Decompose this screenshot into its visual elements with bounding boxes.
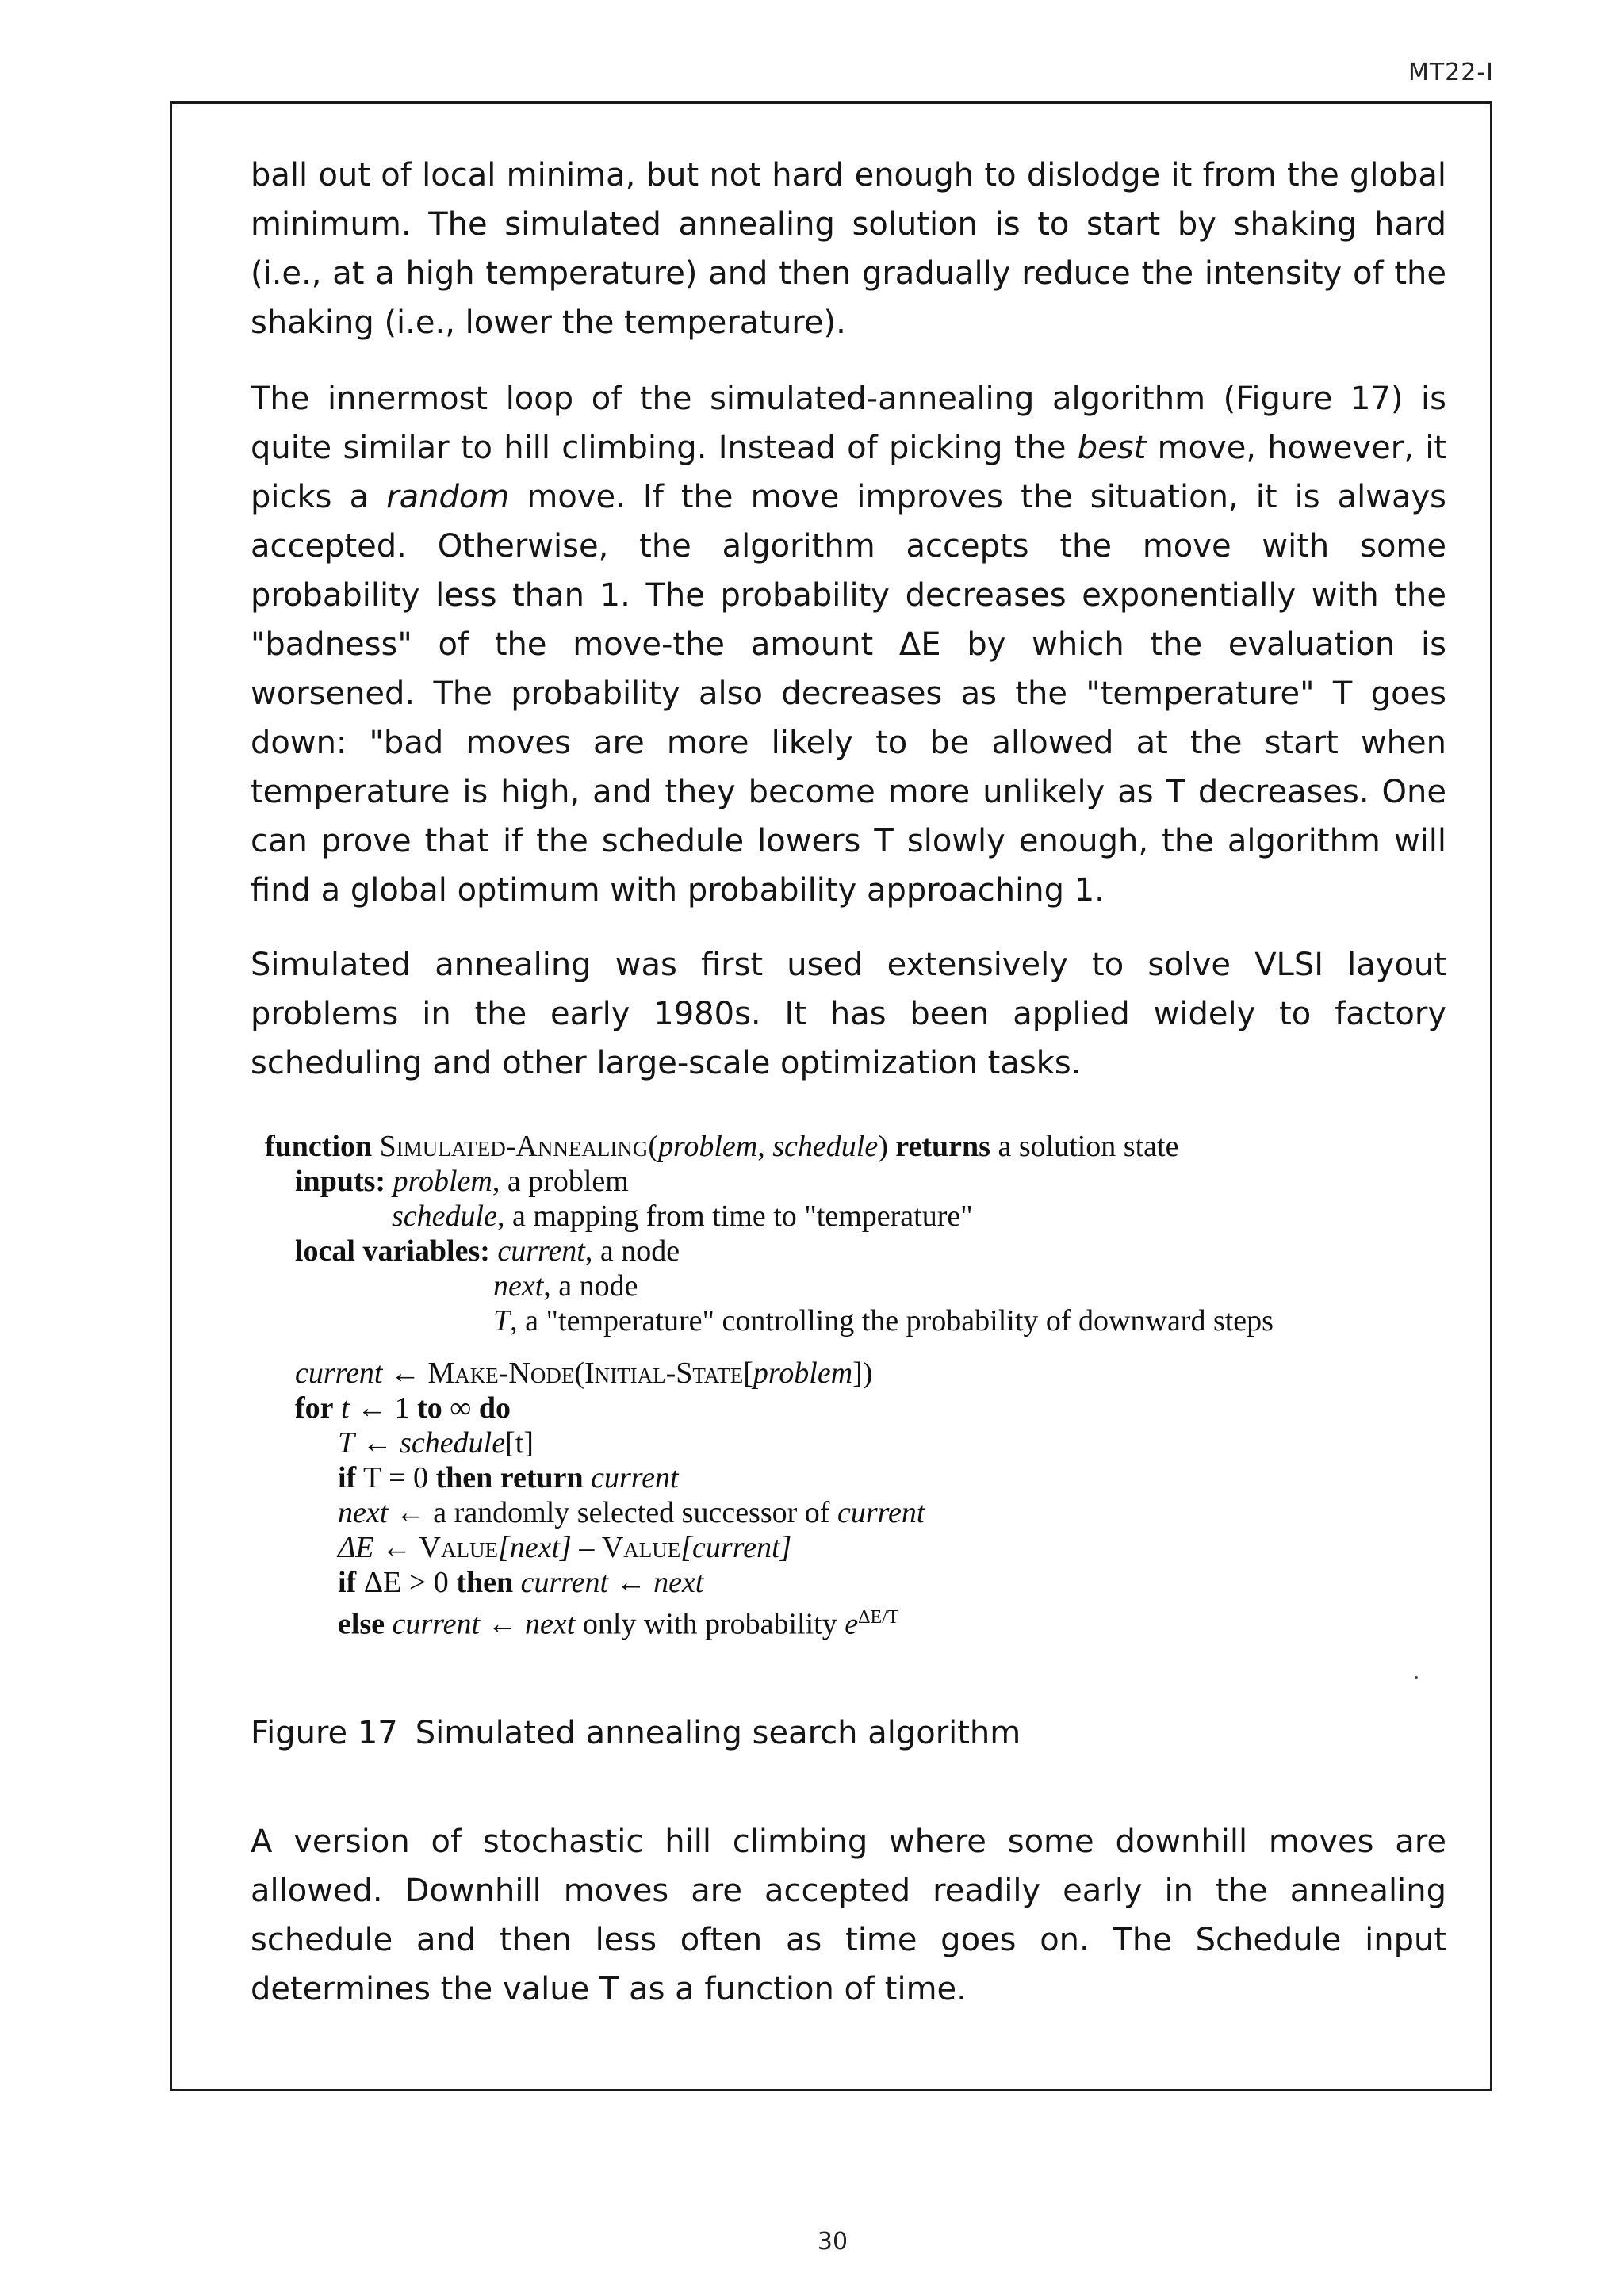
algo-line-if-positive: if ΔE > 0 then current ← next <box>338 1566 704 1599</box>
algo-line-input-schedule: schedule, a mapping from time to "temperature" <box>392 1200 973 1233</box>
algo-line-if-zero: if T = 0 then return current <box>338 1461 679 1494</box>
paragraph-4: A version of stochastic hill climbing where some downhill moves are allowed. Downhill moves are accepted readily early in the annealing schedule and then less often as time goes on. The Schedule input determines the value T as a function of time. <box>251 1823 1446 2007</box>
algo-line-init-current: current ← Make-Node(Initial-State[problem]) <box>295 1357 873 1390</box>
figure-label: Figure 17 <box>251 1715 398 1751</box>
algo-line-local-temperature: T, a "temperature" controlling the probability of downward steps <box>493 1304 1274 1337</box>
paragraph-2 <box>251 374 1446 915</box>
algo-line-else: else current ← next only with probability $e^{\Delta E/T}$ <box>338 1607 899 1641</box>
scan-dot <box>1415 1676 1418 1679</box>
algo-line-for-loop: for t ← 1 to ∞ do <box>295 1391 511 1425</box>
p2-emphasis-random: random <box>386 479 510 515</box>
paragraph-3: Simulated annealing was first used extensively to solve VLSI layout problems in the early 1980s. It has been applied widely to factory scheduling and other large-scale optimization tasks. <box>251 947 1446 1081</box>
page-number: 30 <box>817 2228 848 2256</box>
figure-caption-text: Simulated annealing search algorithm <box>415 1715 1021 1751</box>
algo-line-inputs: inputs: problem, a problem <box>295 1165 629 1198</box>
p2-part-2: move, however, it picks a <box>251 430 1446 515</box>
figure-caption <box>251 1712 1021 1754</box>
algo-line-delta-e: ΔE ← Value[next] – Value[current] <box>338 1531 792 1564</box>
p2-part-1: The innermost loop of the simulated-annealing algorithm (Figure 17) is quite similar to hill climbing. Instead of picking the <box>251 381 1446 466</box>
header-code: MT22-I <box>1408 59 1494 86</box>
paragraph-1: ball out of local minima, but not hard enough to dislodge it from the global minimum. The simulated annealing solution is to start by shaking hard (i.e., at a high temperature) and then gradually reduce the intensity of the shaking (i.e., lower the temperature). <box>251 157 1446 341</box>
algo-line-signature: function Simulated-Annealing(problem, schedule) returns a solution state <box>265 1130 1179 1163</box>
p2-emphasis-best: best <box>1077 430 1147 466</box>
exponent: ΔE/T <box>858 1607 899 1628</box>
p2-part-3: move. If the move improves the situation, it is always accepted. Otherwise, the algorithm accepts the move with some probability less than 1. The probability decreases exponentially with the "badness" of the move-the amount ΔE by which the evaluation is worsened. The probability also decreases as the "temperature" T goes down: "bad moves are more likely to be allowed at the start when temperature is high, and they become more unlikely as T decreases. One can prove that if the schedule lowers T slowly enough, the algorithm will find a global optimum with probability approaching 1. <box>251 479 1446 909</box>
algo-line-set-temperature: T ← schedule[t] <box>338 1426 534 1460</box>
algo-line-select-next: next ← a randomly selected successor of current <box>338 1496 925 1529</box>
algo-line-local-next: next, a node <box>493 1269 638 1303</box>
algorithm-figure <box>265 1129 1327 1641</box>
algo-line-local-variables: local variables: current, a node <box>295 1234 680 1268</box>
